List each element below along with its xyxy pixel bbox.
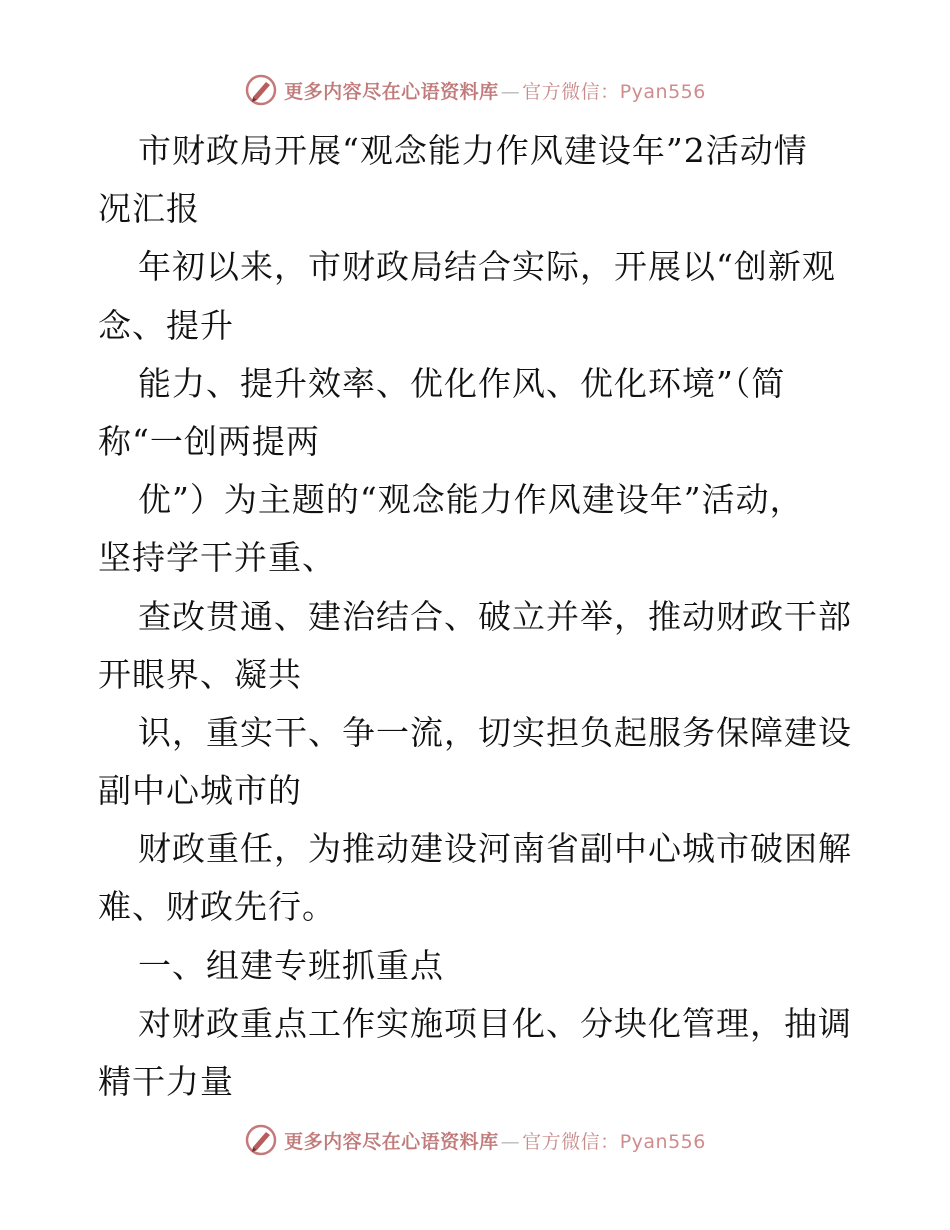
watermark-separator: — bbox=[500, 80, 521, 103]
watermark-brand: 更多内容尽在心语资料库 bbox=[284, 80, 499, 103]
document-line: 精干力量 bbox=[98, 1062, 234, 1101]
document-line: 财政重任，为推动建设河南省副中心城市破困解 bbox=[138, 829, 852, 869]
document-line: 念、提升 bbox=[98, 305, 234, 345]
document-line: 市财政局开展“观念能力作风建设年”2活动情 bbox=[138, 131, 808, 170]
document-line: 称“一创两提两 bbox=[98, 421, 320, 461]
watermark-footer bbox=[0, 1120, 950, 1160]
watermark-text bbox=[284, 1127, 706, 1154]
document-line: 开眼界、凝共 bbox=[98, 654, 302, 694]
document-line: 况汇报 bbox=[98, 189, 200, 229]
document-line: 查改贯通、建治结合、破立并举，推动财政干部 bbox=[138, 596, 852, 636]
watermark-brand: 更多内容尽在心语资料库 bbox=[284, 1130, 499, 1153]
watermark-text bbox=[284, 77, 706, 104]
watermark-wechat-id: Pyan556 bbox=[619, 80, 706, 103]
document-line: 一、组建专班抓重点 bbox=[138, 945, 444, 985]
watermark-wechat-label: 官方微信： bbox=[522, 80, 620, 103]
pen-logo-icon bbox=[244, 73, 278, 107]
document-body bbox=[98, 122, 858, 1111]
watermark-header bbox=[0, 70, 950, 110]
document-line: 坚持学干并重、 bbox=[98, 538, 336, 578]
watermark-wechat-label: 官方微信： bbox=[522, 1130, 620, 1153]
watermark-wechat-id: Pyan556 bbox=[619, 1130, 706, 1153]
document-line: 年初以来，市财政局结合实际，开展以“创新观 bbox=[138, 247, 836, 287]
document-line: 识，重实干、争一流，切实担负起服务保障建设 bbox=[138, 712, 852, 752]
pen-logo-icon bbox=[244, 1123, 278, 1157]
watermark-header-inner bbox=[244, 73, 706, 107]
document-line: 优”）为主题的“观念能力作风建设年”活动， bbox=[138, 480, 804, 520]
document-line: 副中心城市的 bbox=[98, 771, 302, 811]
watermark-separator: — bbox=[500, 1130, 521, 1153]
document-line: 对财政重点工作实施项目化、分块化管理，抽调 bbox=[138, 1003, 852, 1043]
document-line: 难、财政先行。 bbox=[98, 887, 336, 927]
watermark-footer-inner bbox=[244, 1123, 706, 1157]
document-line: 能力、提升效率、优化作风、优化环境”（简 bbox=[138, 363, 786, 403]
